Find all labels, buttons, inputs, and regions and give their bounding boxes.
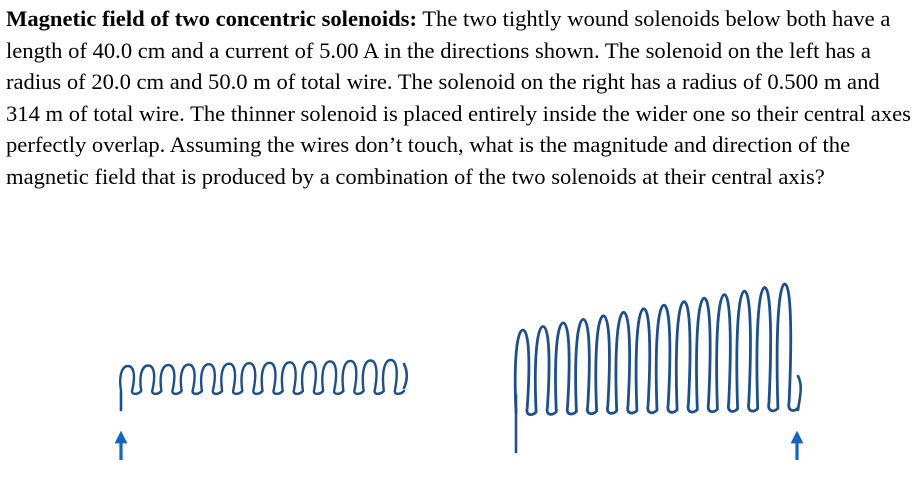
left-solenoid — [120, 360, 407, 460]
solenoid-figure — [0, 270, 917, 487]
lead-wire-out — [798, 376, 801, 410]
coil-windings — [515, 284, 798, 415]
problem-statement — [6, 3, 912, 193]
coil-windings — [120, 360, 404, 394]
solenoid-diagram — [0, 270, 917, 487]
problem-body: The two tightly wound solenoids below both have a length of 40.0 cm and a current of 5.00 A in the directions shown. The solenoid on the left has a radius of 20.0 cm and 50.0 m of total wire. The solenoid on the right has a radius of 0.500 m and 314 m of total wire. The thinner solenoid is placed entirely inside the wider one so their central axes perfectly overlap. Assuming the wires don’t touch, what is the magnitude and direction of the magnetic field that is produced by a combination of the two solenoids at their central axis? — [6, 6, 911, 189]
right-solenoid — [515, 284, 801, 460]
lead-wire-out — [404, 364, 407, 388]
problem-title: Magnetic field of two concentric solenoids: — [6, 6, 418, 31]
